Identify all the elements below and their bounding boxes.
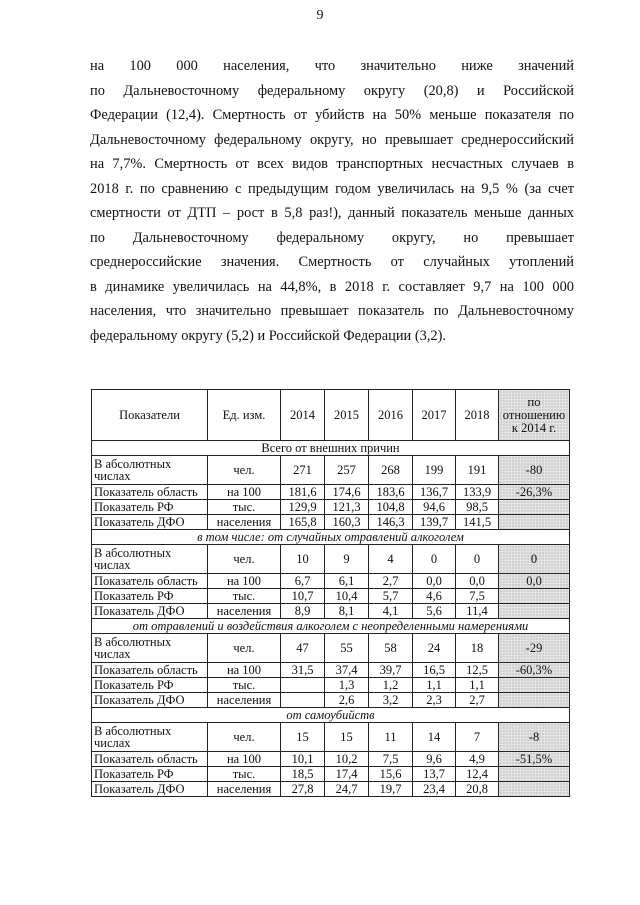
indicator-row — [92, 574, 570, 589]
row-label: Показатель область — [92, 752, 208, 767]
header-year: 2017 — [413, 390, 456, 441]
value-cell: 257 — [325, 456, 369, 485]
row-label: В абсолютных числах — [92, 723, 208, 752]
header-year: 2018 — [456, 390, 499, 441]
value-cell: 24,7 — [325, 782, 369, 797]
value-cell: 6,7 — [281, 574, 325, 589]
value-cell: 27,8 — [281, 782, 325, 797]
value-cell: 268 — [369, 456, 413, 485]
value-cell: 12,4 — [456, 767, 499, 782]
value-cell: 8,1 — [325, 604, 369, 619]
paragraph-line: Дальневосточному федеральному округу, но превышает среднероссийский — [90, 131, 574, 148]
value-cell: 0,0 — [456, 574, 499, 589]
row-label: Показатель РФ — [92, 589, 208, 604]
value-cell: 15 — [281, 723, 325, 752]
value-cell: 2,7 — [456, 693, 499, 708]
value-cell — [281, 678, 325, 693]
table-header-row — [92, 390, 570, 441]
value-cell: 15 — [325, 723, 369, 752]
value-cell: 191 — [456, 456, 499, 485]
value-cell: 23,4 — [413, 782, 456, 797]
value-cell: 1,1 — [456, 678, 499, 693]
row-label: Показатель ДФО — [92, 604, 208, 619]
value-cell: 13,7 — [413, 767, 456, 782]
value-cell: 17,4 — [325, 767, 369, 782]
row-unit: чел. — [208, 456, 281, 485]
value-cell: 10 — [281, 545, 325, 574]
change-cell: -51,5% — [499, 752, 570, 767]
section-title: от отравлений и воздействия алкоголем с неопределенными намерениями — [92, 619, 570, 634]
value-cell: 3,2 — [369, 693, 413, 708]
row-unit: тыс. — [208, 589, 281, 604]
paragraph-line: федеральному округу (5,2) и Российской Федерации (3,2). — [90, 327, 447, 344]
row-unit: на 100 — [208, 663, 281, 678]
section-title: от самоубийств — [92, 708, 570, 723]
change-cell — [499, 589, 570, 604]
change-cell — [499, 500, 570, 515]
value-cell: 4,1 — [369, 604, 413, 619]
value-cell: 10,4 — [325, 589, 369, 604]
row-unit: чел. — [208, 545, 281, 574]
row-unit: чел. — [208, 634, 281, 663]
value-cell: 139,7 — [413, 515, 456, 530]
row-label: Показатель РФ — [92, 500, 208, 515]
value-cell: 18,5 — [281, 767, 325, 782]
row-unit: населения — [208, 604, 281, 619]
header-year: 2016 — [369, 390, 413, 441]
value-cell: 160,3 — [325, 515, 369, 530]
indicator-row — [92, 589, 570, 604]
indicator-row — [92, 500, 570, 515]
mortality-table — [91, 389, 570, 797]
row-unit: населения — [208, 782, 281, 797]
value-cell: 15,6 — [369, 767, 413, 782]
row-label: В абсолютных числах — [92, 634, 208, 663]
change-cell: -80 — [499, 456, 570, 485]
section-title-row — [92, 441, 570, 456]
value-cell: 24 — [413, 634, 456, 663]
value-cell: 37,4 — [325, 663, 369, 678]
value-cell: 98,5 — [456, 500, 499, 515]
value-cell: 1,2 — [369, 678, 413, 693]
indicator-row — [92, 767, 570, 782]
section-title-row — [92, 530, 570, 545]
value-cell: 7,5 — [456, 589, 499, 604]
value-cell: 2,3 — [413, 693, 456, 708]
value-cell: 47 — [281, 634, 325, 663]
change-cell — [499, 767, 570, 782]
row-unit: тыс. — [208, 500, 281, 515]
value-cell: 12,5 — [456, 663, 499, 678]
body-paragraph — [90, 54, 574, 348]
value-cell: 1,1 — [413, 678, 456, 693]
change-cell — [499, 604, 570, 619]
indicator-row — [92, 604, 570, 619]
paragraph-line: на 100 000 населения, что значительно ниже значений — [90, 58, 574, 74]
row-unit: на 100 — [208, 752, 281, 767]
header-relative: по отношению к 2014 г. — [499, 390, 570, 441]
row-label: Показатель ДФО — [92, 515, 208, 530]
value-cell: 165,8 — [281, 515, 325, 530]
row-label: Показатель область — [92, 485, 208, 500]
value-cell: 31,5 — [281, 663, 325, 678]
absolute-row — [92, 723, 570, 752]
value-cell: 5,7 — [369, 589, 413, 604]
value-cell: 1,3 — [325, 678, 369, 693]
row-label: В абсолютных числах — [92, 545, 208, 574]
value-cell: 146,3 — [369, 515, 413, 530]
header-year: 2015 — [325, 390, 369, 441]
value-cell: 10,2 — [325, 752, 369, 767]
value-cell: 0 — [456, 545, 499, 574]
page-number: 9 — [316, 8, 324, 23]
paragraph-line: на 7,7%. Смертность от всех видов транспортных несчастных случаев в — [90, 156, 574, 172]
change-cell — [499, 678, 570, 693]
value-cell: 16,5 — [413, 663, 456, 678]
row-label: В абсолютных числах — [92, 456, 208, 485]
absolute-row — [92, 634, 570, 663]
value-cell — [281, 693, 325, 708]
change-cell — [499, 515, 570, 530]
value-cell: 199 — [413, 456, 456, 485]
row-label: Показатель область — [92, 663, 208, 678]
value-cell: 19,7 — [369, 782, 413, 797]
value-cell: 10,7 — [281, 589, 325, 604]
change-cell: 0 — [499, 545, 570, 574]
value-cell: 0 — [413, 545, 456, 574]
value-cell: 9 — [325, 545, 369, 574]
row-unit: тыс. — [208, 678, 281, 693]
row-unit: чел. — [208, 723, 281, 752]
value-cell: 136,7 — [413, 485, 456, 500]
absolute-row — [92, 545, 570, 574]
value-cell: 183,6 — [369, 485, 413, 500]
value-cell: 0,0 — [413, 574, 456, 589]
row-unit: населения — [208, 693, 281, 708]
indicator-row — [92, 752, 570, 767]
change-cell: -60,3% — [499, 663, 570, 678]
indicator-row — [92, 693, 570, 708]
section-title-row — [92, 619, 570, 634]
paragraph-line: по Дальневосточному федеральному округу, но превышает — [90, 229, 574, 246]
paragraph-line: в динамике увеличилась на 44,8%, в 2018 г. составляет 9,7 на 100 000 — [90, 278, 574, 295]
value-cell: 2,7 — [369, 574, 413, 589]
indicator-row — [92, 515, 570, 530]
change-cell — [499, 782, 570, 797]
paragraph-line: населения, что значительно превышает показатель по Дальневосточному — [90, 303, 574, 319]
value-cell: 2,6 — [325, 693, 369, 708]
row-unit: на 100 — [208, 485, 281, 500]
value-cell: 4,9 — [456, 752, 499, 767]
row-label: Показатель область — [92, 574, 208, 589]
paragraph-line: по Дальневосточному федеральному округу (20,8) и Российской — [90, 82, 574, 99]
header-year: 2014 — [281, 390, 325, 441]
value-cell: 5,6 — [413, 604, 456, 619]
value-cell: 18 — [456, 634, 499, 663]
value-cell: 6,1 — [325, 574, 369, 589]
row-label: Показатель ДФО — [92, 693, 208, 708]
section-title-row — [92, 708, 570, 723]
change-cell: -26,3% — [499, 485, 570, 500]
value-cell: 121,3 — [325, 500, 369, 515]
value-cell: 58 — [369, 634, 413, 663]
paragraph-line: среднероссийские значения. Смертность от случайных утоплений — [90, 254, 574, 270]
value-cell: 174,6 — [325, 485, 369, 500]
value-cell: 20,8 — [456, 782, 499, 797]
indicator-row — [92, 678, 570, 693]
value-cell: 11,4 — [456, 604, 499, 619]
value-cell: 11 — [369, 723, 413, 752]
value-cell: 104,8 — [369, 500, 413, 515]
section-title: Всего от внешних причин — [92, 441, 570, 456]
value-cell: 141,5 — [456, 515, 499, 530]
header-indicator: Показатели — [92, 390, 208, 441]
absolute-row — [92, 456, 570, 485]
value-cell: 7,5 — [369, 752, 413, 767]
value-cell: 14 — [413, 723, 456, 752]
row-unit: на 100 — [208, 574, 281, 589]
value-cell: 4,6 — [413, 589, 456, 604]
indicator-row — [92, 782, 570, 797]
value-cell: 181,6 — [281, 485, 325, 500]
change-cell: -8 — [499, 723, 570, 752]
value-cell: 7 — [456, 723, 499, 752]
paragraph-line: Федерации (12,4). Смертность от убийств на 50% меньше показателя по — [90, 107, 574, 123]
row-unit: тыс. — [208, 767, 281, 782]
paragraph-line: 2018 г. по сравнению с предыдущим годом увеличилась на 9,5 % (за счет — [90, 180, 574, 197]
row-label: Показатель ДФО — [92, 782, 208, 797]
value-cell: 9,6 — [413, 752, 456, 767]
change-cell: 0,0 — [499, 574, 570, 589]
header-unit: Ед. изм. — [208, 390, 281, 441]
value-cell: 8,9 — [281, 604, 325, 619]
indicator-row — [92, 485, 570, 500]
value-cell: 94,6 — [413, 500, 456, 515]
value-cell: 129,9 — [281, 500, 325, 515]
section-title: в том числе: от случайных отравлений алкоголем — [92, 530, 570, 545]
change-cell — [499, 693, 570, 708]
value-cell: 4 — [369, 545, 413, 574]
indicator-row — [92, 663, 570, 678]
value-cell: 39,7 — [369, 663, 413, 678]
row-label: Показатель РФ — [92, 678, 208, 693]
value-cell: 55 — [325, 634, 369, 663]
paragraph-line: смертности от ДТП – рост в 5,8 раз!), данный показатель меньше данных — [90, 205, 574, 221]
value-cell: 10,1 — [281, 752, 325, 767]
row-unit: населения — [208, 515, 281, 530]
row-label: Показатель РФ — [92, 767, 208, 782]
change-cell: -29 — [499, 634, 570, 663]
value-cell: 271 — [281, 456, 325, 485]
value-cell: 133,9 — [456, 485, 499, 500]
